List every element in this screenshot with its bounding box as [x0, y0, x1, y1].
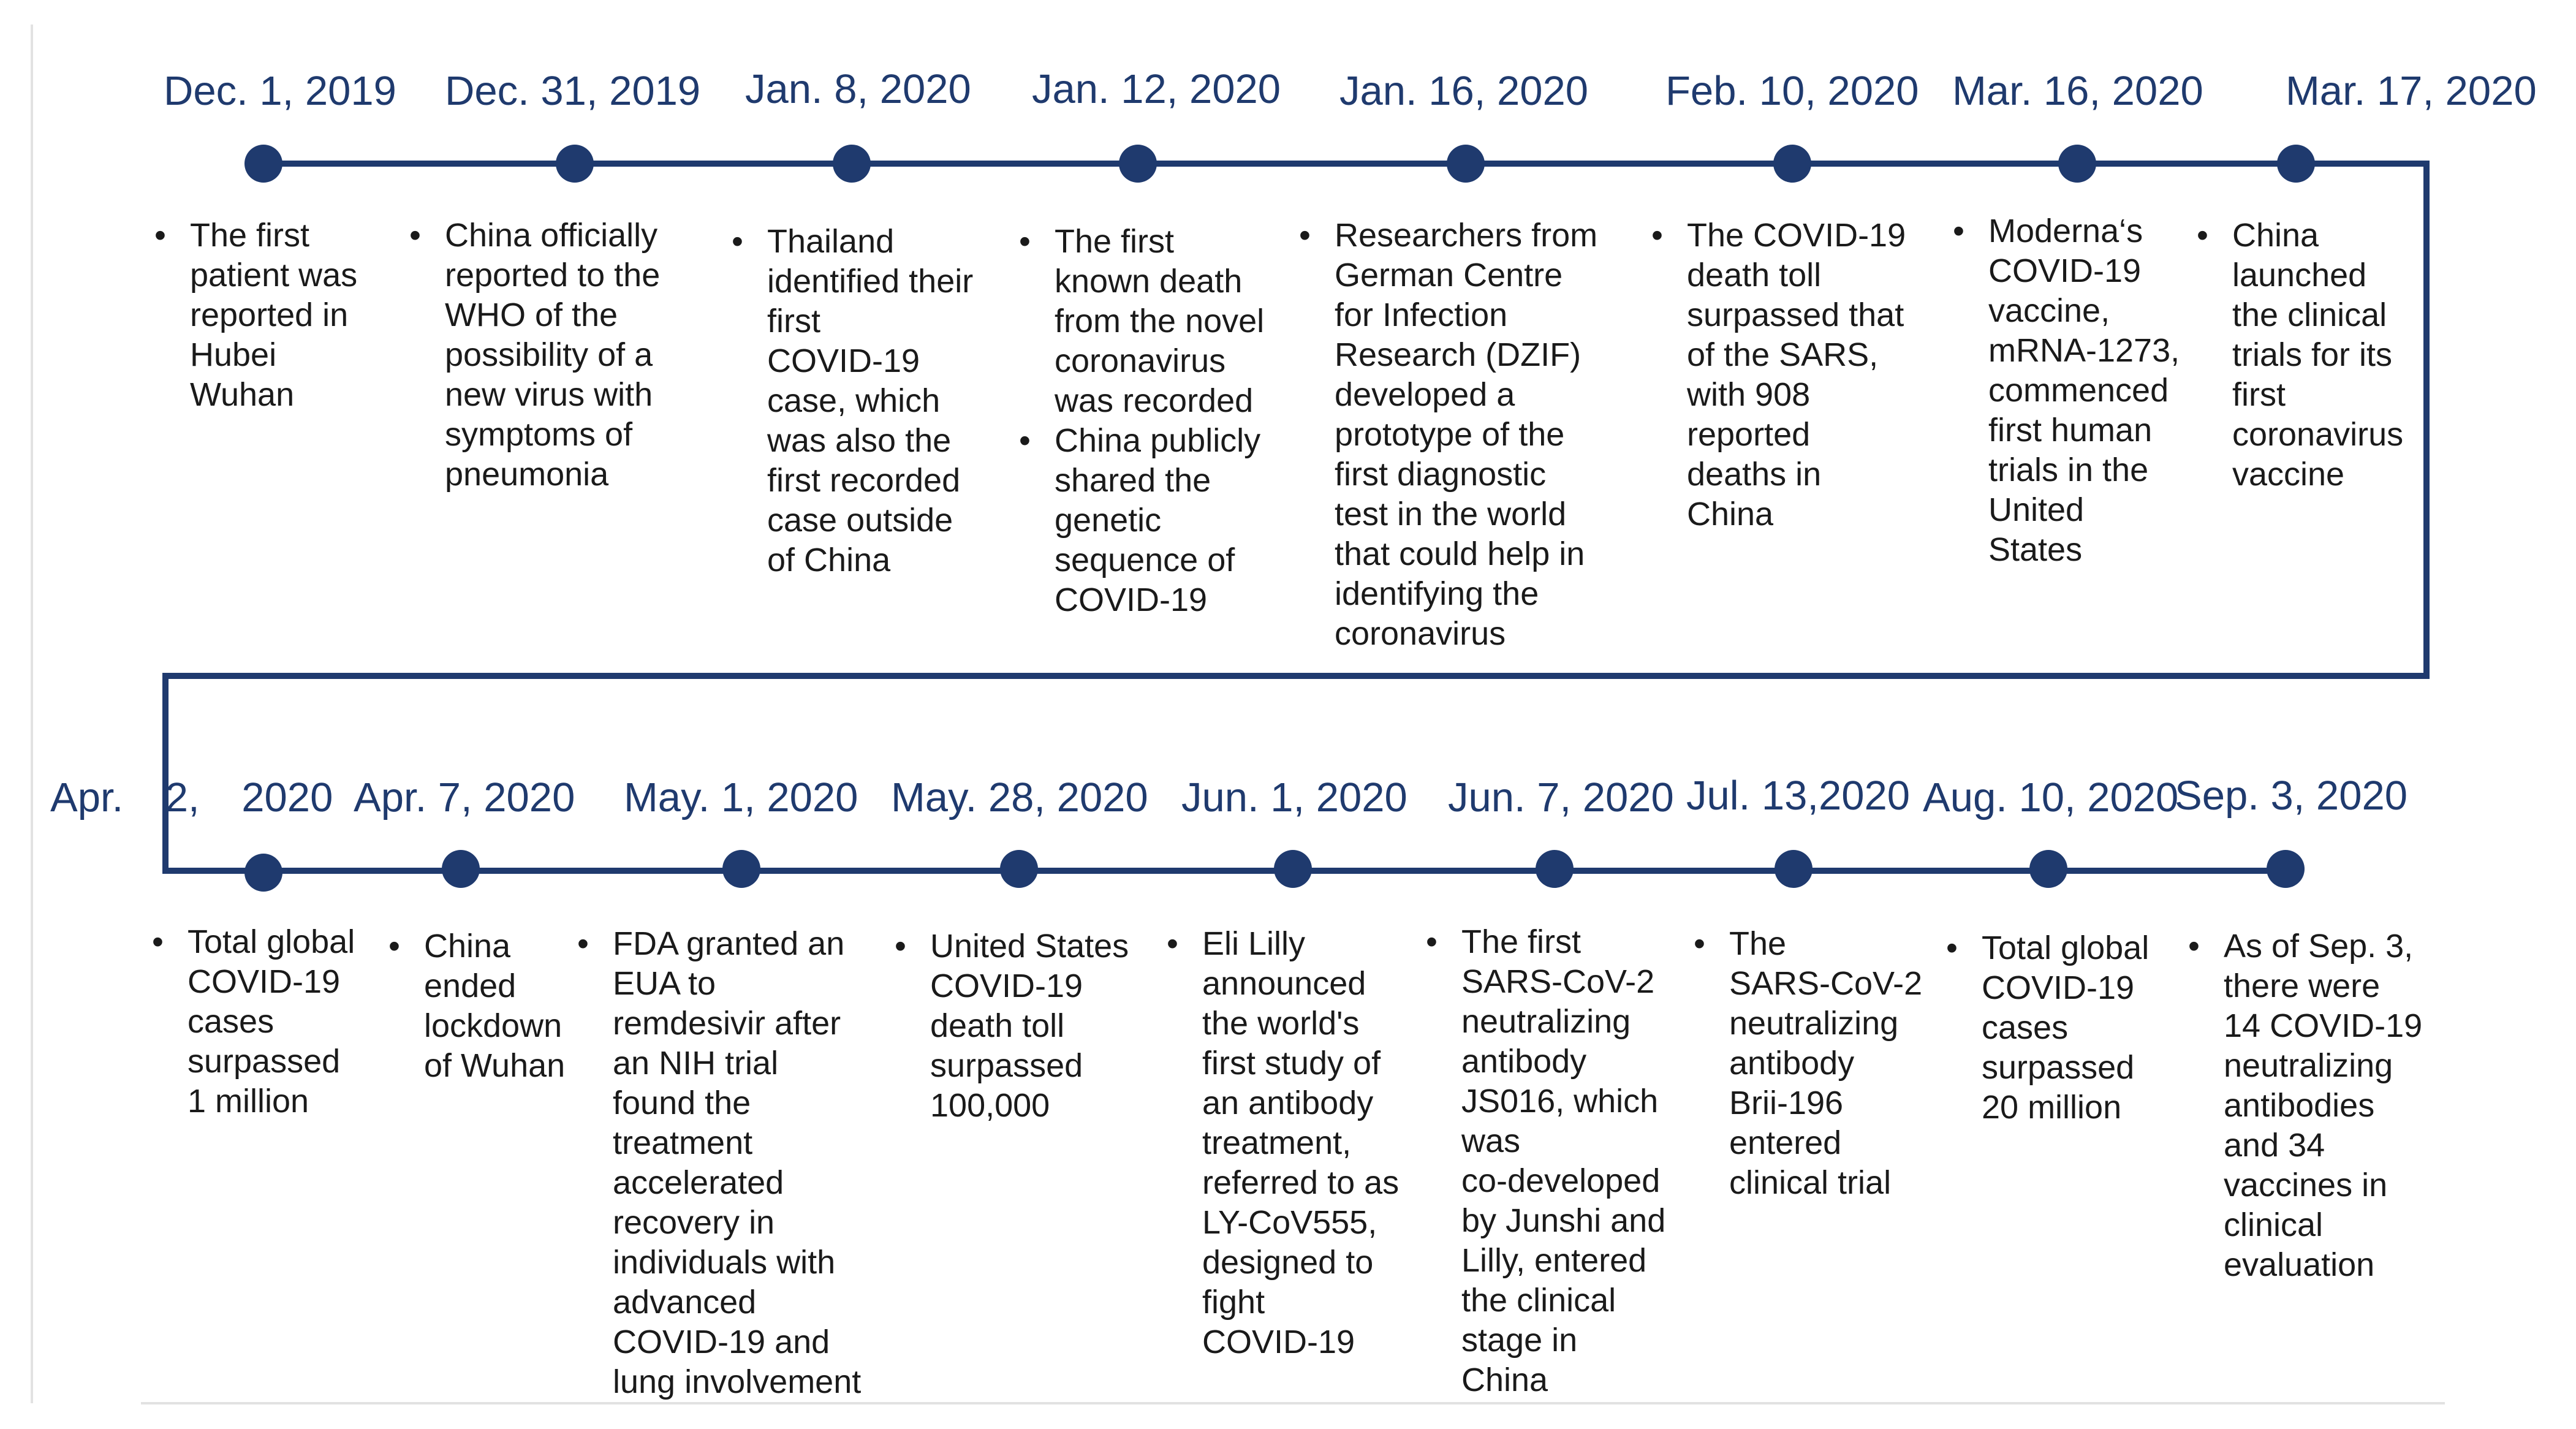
event-description [1019, 222, 1300, 620]
bullet-icon: • [2188, 928, 2200, 965]
event-text: FDA granted an EUA to remdesivir after an NIH trial found the treatment accelerated recovery in individuals with advanced COVID-19 and lung involvement [613, 925, 862, 1400]
timeline-marker [244, 145, 282, 183]
event-description [388, 927, 583, 1086]
event-bullet-item [732, 222, 1000, 580]
event-description [1167, 924, 1429, 1362]
timeline-marker [2267, 850, 2305, 888]
event-text: Moderna‘s COVID-19 vaccine, mRNA-1273, commenced first human trials in the United States [1988, 213, 2180, 568]
event-bullet-item [1167, 924, 1429, 1362]
date-label: Aug. 10, 2020 [1923, 775, 2179, 821]
date-label: Mar. 17, 2020 [2286, 68, 2537, 114]
event-bullet-item [1426, 922, 1694, 1400]
bullet-icon: • [1299, 217, 1311, 254]
event-description [1946, 928, 2184, 1128]
timeline-marker [722, 850, 760, 888]
date-label: Jan. 8, 2020 [745, 66, 971, 112]
bullet-icon: • [895, 928, 906, 965]
event-text: China publicly shared the genetic sequence of COVID-19 [1055, 422, 1261, 618]
bullet-icon: • [1953, 213, 1964, 249]
event-bullet-item [1651, 216, 1932, 534]
event-bullet-item [2197, 216, 2428, 495]
event-description [409, 216, 690, 495]
event-text: The SARS-CoV-2 neutralizing antibody Brii-196 entered clinical trial [1729, 925, 1923, 1201]
date-label: Sep. 3, 2020 [2175, 773, 2407, 819]
timeline-marker [2029, 850, 2067, 888]
event-text: China officially reported to the WHO of the possibility of a new virus with symptoms of pneumonia [445, 217, 661, 493]
event-bullet-item [152, 922, 384, 1121]
event-text: Total global COVID-19 cases surpassed 20 million [1982, 930, 2150, 1126]
timeline-marker [2277, 145, 2315, 183]
timeline-marker [556, 145, 594, 183]
date-label: Jul. 13,2020 [1686, 773, 1911, 819]
timeline-marker [1773, 145, 1811, 183]
event-text: The COVID-19 death toll surpassed that of the SARS, with 908 reported deaths in China [1687, 217, 1906, 533]
event-bullet-item [577, 924, 882, 1402]
timeline-marker [442, 850, 480, 888]
date-label: Jan. 16, 2020 [1339, 68, 1589, 114]
event-description [1426, 922, 1694, 1400]
date-label: Mar. 16, 2020 [1952, 68, 2203, 114]
event-text: Thailand identified their first COVID-19 case, which was also the first recorded case outside of China [767, 223, 974, 578]
event-bullet-item [154, 216, 392, 415]
timeline-marker [833, 145, 871, 183]
event-description [895, 927, 1163, 1126]
timeline-marker [1119, 145, 1157, 183]
bullet-icon: • [1019, 422, 1031, 459]
event-description [152, 922, 384, 1121]
bullet-icon: • [388, 928, 400, 965]
event-text: Eli Lilly announced the world's first study of an antibody treatment, referred to as LY-CoV555, designed to fight COVID-19 [1202, 925, 1400, 1360]
date-label: Jun. 7, 2020 [1448, 775, 1674, 821]
bullet-icon: • [577, 925, 589, 962]
event-text: China launched the clinical trials for its first coronavirus vaccine [2232, 217, 2404, 493]
bullet-icon: • [2197, 217, 2208, 254]
event-text: Total global COVID-19 cases surpassed 1 million [188, 923, 355, 1120]
event-bullet-item [1299, 216, 1623, 654]
date-label: Jun. 1, 2020 [1181, 775, 1407, 821]
bullet-icon: • [1694, 925, 1705, 962]
date-label: Feb. 10, 2020 [1665, 68, 1919, 114]
event-text: China ended lockdown of Wuhan [424, 928, 566, 1084]
event-description [732, 222, 1000, 580]
bullet-icon: • [1946, 930, 1958, 966]
event-description [577, 924, 882, 1402]
event-bullet-item [388, 927, 583, 1086]
event-bullet-item [2188, 927, 2444, 1285]
event-bullet-item [1946, 928, 2184, 1128]
bullet-icon: • [154, 217, 166, 254]
date-label: May. 28, 2020 [891, 775, 1148, 821]
date-label: Apr. 2, 2020 [50, 775, 333, 821]
event-text: The first known death from the novel coronavirus was recorded [1055, 223, 1265, 419]
event-description [154, 216, 392, 415]
event-text: United States COVID-19 death toll surpassed 100,000 [930, 928, 1129, 1124]
date-label: Dec. 1, 2019 [164, 68, 396, 114]
date-label: Apr. 7, 2020 [354, 775, 575, 821]
timeline-marker [1447, 145, 1485, 183]
event-bullet-item [409, 216, 690, 495]
event-description [1953, 211, 2209, 570]
date-label: May. 1, 2020 [624, 775, 858, 821]
event-description [2197, 216, 2428, 495]
event-bullet-item [895, 927, 1163, 1126]
timeline-marker [1536, 850, 1574, 888]
event-bullet-item [1953, 211, 2209, 570]
date-label: Dec. 31, 2019 [445, 68, 701, 114]
event-description [1299, 216, 1623, 654]
event-text: As of Sep. 3, there were 14 COVID-19 neutralizing antibodies and 34 vaccines in clinical evaluation [2224, 928, 2423, 1283]
bullet-icon: • [152, 923, 164, 960]
bullet-icon: • [1167, 925, 1178, 962]
bullet-icon: • [1651, 217, 1663, 254]
event-text: Researchers from German Centre for Infection Research (DZIF) developed a prototype of the first diagnostic test in the world that could help in identifying the coronavirus [1335, 217, 1598, 652]
event-description [1694, 924, 1950, 1203]
event-bullet-item [1694, 924, 1950, 1203]
bullet-icon: • [1426, 923, 1438, 960]
timeline-marker [1274, 850, 1312, 888]
date-label: Jan. 12, 2020 [1032, 66, 1281, 112]
event-description [1651, 216, 1932, 534]
event-bullet-item [1019, 222, 1300, 421]
bullet-icon: • [732, 223, 743, 260]
event-text: The first SARS-CoV-2 neutralizing antibody JS016, which was co-developed by Junshi and Lilly, entered the clinical stage in China [1461, 923, 1666, 1398]
timeline-marker [2058, 145, 2096, 183]
event-description [2188, 927, 2444, 1285]
timeline-marker [244, 854, 282, 892]
timeline-marker [1775, 850, 1813, 888]
event-bullet-item [1019, 421, 1300, 620]
timeline-marker [1000, 850, 1038, 888]
bullet-icon: • [1019, 223, 1031, 260]
bullet-icon: • [409, 217, 421, 254]
event-text: The first patient was reported in Hubei Wuhan [190, 217, 358, 413]
